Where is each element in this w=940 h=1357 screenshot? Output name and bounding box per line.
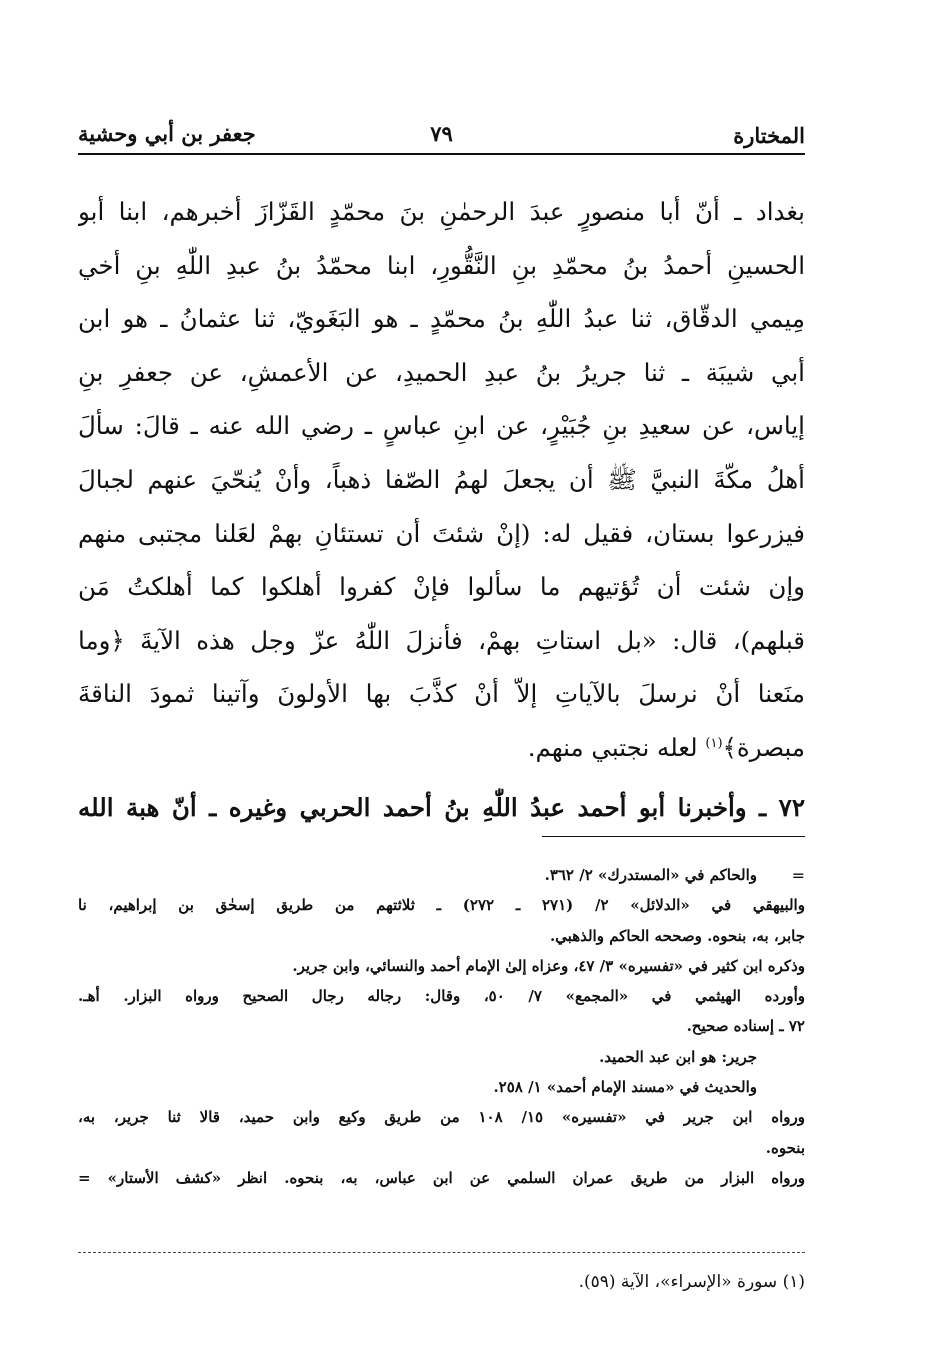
note-line: والبيهقي في «الدلائل» ٢/ (٢٧١ ـ ٢٧٢) ـ ثلاثتهم من طريق إسحٰق بن إبراهيم، نا [78,896,805,915]
editor-notes [78,860,805,1193]
header-book-title: المختارة [733,123,805,148]
note-line: وأورده الهيثمي في «المجمع» ٧/ ٥٠، وقال: رجاله رجال الصحيح ورواه البزار. أهـ. [78,987,805,1006]
notes-rule [542,836,805,837]
note-line: ٧٢ ـ إسناده صحيح. [686,1017,805,1036]
continuation-mark: = [791,866,805,885]
hadith-72-start: ٧٢ ـ وأخبرنا أبو أحمد عبدُ اللّٰهِ بنُ أحمد الحربي وغيره ـ أنّ هبة الله [78,792,805,822]
note-line: جابر، به، بنحوه. وصححه الحاكم والذهبي. [549,926,805,945]
note-line: بنحوه. [765,1138,805,1157]
header-chapter-title: جعفر بن أبي وحشية [78,121,256,146]
main-text [78,185,805,834]
main-line: أبي شيبَة ـ ثنا جريرُ بنُ عبدِ الحميدِ، عن الأعمشِ، عن جعفرِ بنِ [78,357,805,387]
main-line: أهلُ مكّةَ النبيَّ ﷺ أن يجعلَ لهمُ الصّفا ذهباً، وأنْ يُنحّيَ عنهم لجبالَ [78,464,805,494]
footnote-ref: (١) [705,735,723,751]
main-line: منَعنا أنْ نرسلَ بالآياتِ إلاّ أنْ كذَّبَ بها الأولونَ وآتينا ثمودَ الناقةَ [78,679,805,709]
verse-rest: لعله نجتبي منهم. [527,732,706,762]
note-line: وذكره ابن كثير في «تفسيره» ٣/ ٤٧، وعزاه إلىٰ الإمام أحمد والنسائي، وابن جرير. [292,956,805,975]
running-header [78,115,805,155]
footnote-rule [78,1252,805,1253]
page-number: ٧٩ [430,121,453,146]
header-rule [78,153,805,155]
footnote: (١) سورة «الإسراء»، الآية (٥٩). [578,1272,805,1292]
note-line: جرير: هو ابن عبد الحميد. [599,1047,757,1066]
main-line: وإن شئت أن تُؤتيهم ما سألوا فإنْ كفروا أهلكوا كما أهلكتُ مَن [78,572,805,602]
note-line: ورواه ابن جرير في «تفسيره» ١٥/ ١٠٨ من طريق وكيع وابن حميد، قالا ثنا جرير، به، [78,1108,805,1127]
main-line [78,721,805,775]
main-line: قبلهم)، قال: «بل استاتِ بهمْ، فأنزلَ اللّٰهُ عزّ وجل هذه الآيةَ ﴿وما [78,625,805,655]
main-line: إياس، عن سعيدِ بنِ جُبَيْرٍ، عن ابنِ عباسٍ ـ رضي الله عنه ـ قالَ: سألَ [78,411,805,441]
main-line: الحسينِ أحمدُ بنُ محمّدِ بنِ النَّقُّورِ، ابنا محمّدُ بنُ عبدِ اللّٰهِ بنِ أخي [78,250,805,280]
main-line: بغداد ـ أنّ أبا منصورٍ عبدَ الرحمٰنِ بنَ محمّدٍ القَزّازَ أخبرهم، ابنا أبو [78,197,805,226]
verse-end: مبصرة﴾ [722,732,805,762]
note-line: والحاكم في «المستدرك» ٢/ ٣٦٢. [544,866,757,884]
note-line: والحديث في «مسند الإمام أحمد» ١/ ٢٥٨. [493,1078,757,1097]
main-line: مِيمي الدقّاق، ثنا عبدُ اللّٰهِ بنُ محمّدٍ ـ هو البَغَويّ، ثنا عثمانُ ـ هو ابن [78,304,805,334]
main-line: فيزرعوا بستان، فقيل له: (إنْ شئتَ أن تستئانِ بهمْ لعَلنا مجتبى منهم [78,518,805,548]
note-line: ورواه البزار من طريق عمران السلمي عن ابن عباس، به، بنحوه. انظر «كشف الأستار» = [78,1168,805,1187]
